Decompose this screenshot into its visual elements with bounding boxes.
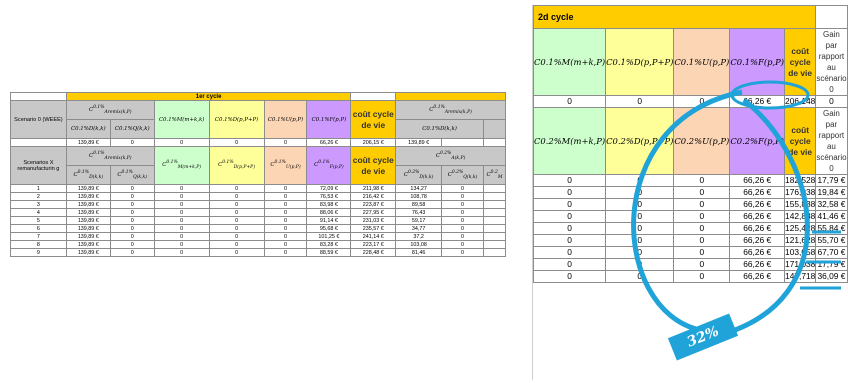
cell-d: 0 xyxy=(209,209,264,217)
cell-f: 72,09 € xyxy=(307,185,351,193)
cell-d: 0 xyxy=(209,193,264,201)
left-spreadsheet xyxy=(10,92,506,304)
cell-c: 0 xyxy=(154,233,209,241)
table-row xyxy=(11,233,506,241)
formula-header-group: $C^{0.1\%}_{Aremix(k,P)}$ xyxy=(66,101,154,120)
cell-1: 0 xyxy=(606,223,674,235)
table-row xyxy=(534,175,848,187)
cell-blank xyxy=(483,233,505,241)
cell-g: 216,42 € xyxy=(351,193,396,201)
cell-f: 95,68 € xyxy=(307,225,351,233)
cell-b: 0 xyxy=(110,185,154,193)
formula-dk-x2: $C^{0.2\%}_{D(k,k)}$ xyxy=(396,166,442,185)
cell-h: 134,27 xyxy=(396,185,442,193)
cell-1: 0 xyxy=(606,247,674,259)
cell-0: 0 xyxy=(534,247,606,259)
cell-4: 176,038 xyxy=(785,187,816,197)
cell-4: 155,838 xyxy=(785,199,816,209)
cell-5: 19,84 € xyxy=(817,187,846,197)
r-gain-header: Gain par rapport au scénario 0 xyxy=(816,30,847,94)
r-formula-d: C0.1%D(p,P+P) xyxy=(606,29,674,96)
cell-c: 0 xyxy=(154,201,209,209)
cell-3: 66,26 € xyxy=(730,259,785,271)
cell-1: 0 xyxy=(606,271,674,283)
r-formula-f2: C0.2%F(p,P) xyxy=(730,108,785,175)
cell-2: 0 xyxy=(674,235,730,247)
cell-blank xyxy=(483,209,505,217)
r-formula-m2: C0.2%M(m+k,P) xyxy=(534,108,606,175)
cell-f: 101,25 € xyxy=(307,233,351,241)
cell-blank xyxy=(483,201,505,209)
r-formula-u: C0.1%U(p,P) xyxy=(674,29,730,96)
cell-e: 0 xyxy=(264,241,307,249)
cell-i: 0 xyxy=(442,201,484,209)
formula-qk-x: $C^{0.1\%}_{Q(k,k)}$ xyxy=(110,166,154,185)
cell-e: 0 xyxy=(264,209,307,217)
cell-3: 66,26 € xyxy=(730,223,785,235)
cell-c: 0 xyxy=(154,217,209,225)
cell-f: 88,06 € xyxy=(307,209,351,217)
cell-2: 0 xyxy=(674,247,730,259)
cell-4: 103,058 xyxy=(785,247,816,257)
cell-3: 66,26 € xyxy=(730,199,785,211)
cell-b: 0 xyxy=(110,201,154,209)
cell-f: 76,53 € xyxy=(307,193,351,201)
cell-e: 0 xyxy=(264,201,307,209)
formula-qk-x2: $C^{0.2\%}_{Q(k,k)}$ xyxy=(442,166,484,185)
cell-n: 7 xyxy=(11,233,67,241)
s0-a: 139,89 € xyxy=(66,139,110,147)
cell-4: 125,428 xyxy=(785,223,816,233)
cell-5: 17,79 € xyxy=(817,259,846,269)
cell-3: 66,26 € xyxy=(730,187,785,199)
cell-h: 89,58 xyxy=(396,201,442,209)
cell-a: 139,89 € xyxy=(66,233,110,241)
left-data-rows xyxy=(11,185,506,257)
r-gain-header-2: Gain par rapport au scénario 0 xyxy=(816,109,847,173)
base-a: 0 xyxy=(534,96,606,108)
r-formula-d2: C0.2%D(p,P+P) xyxy=(606,108,674,175)
formula-header-group-2: $C^{0.1\%}_{Aremix(k,P)}$ xyxy=(396,101,506,120)
cell-f: 83,28 € xyxy=(307,241,351,249)
cell-1: 0 xyxy=(606,259,674,271)
formula-m-x2: $C^{0.2}_M$ xyxy=(483,166,505,185)
formula-qk: C0.1%Q(k,k) xyxy=(110,120,154,139)
corner-cell xyxy=(11,93,67,101)
cell-d: 0 xyxy=(209,233,264,241)
right-data-rows xyxy=(534,175,848,283)
cell-5: 55,70 € xyxy=(817,235,846,245)
formula-d-x: $C^{0.1\%}_{D(p,P+P)}$ xyxy=(209,147,264,185)
cell-g: 241,14 € xyxy=(351,233,396,241)
cell-h: 76,43 xyxy=(396,209,442,217)
cell-1: 0 xyxy=(606,235,674,247)
cell-2: 0 xyxy=(674,199,730,211)
base-c: 0 xyxy=(674,96,730,108)
cell-i: 0 xyxy=(442,249,484,257)
cell-c: 0 xyxy=(154,225,209,233)
cell-h: 108,78 xyxy=(396,193,442,201)
formula-u: C0.1%U(p,P) xyxy=(264,101,307,139)
cell-c: 0 xyxy=(154,185,209,193)
cell-d: 0 xyxy=(209,225,264,233)
base-cost: 206,148 xyxy=(785,96,816,106)
cell-1: 0 xyxy=(606,199,674,211)
formula-header-group-x2: $C^{0.2\%}_{A(k,P)}$ xyxy=(396,147,506,166)
cell-h: 103,08 xyxy=(396,241,442,249)
s0-g: 206,15 € xyxy=(351,139,396,147)
table-row xyxy=(534,187,848,199)
scenarioX-label: Scenarios X remanufacturin g xyxy=(11,147,67,185)
cell-4: 142,888 xyxy=(785,211,816,221)
blank-cell xyxy=(351,93,396,101)
cell-g: 235,57 € xyxy=(351,225,396,233)
second-cycle-table xyxy=(533,5,848,283)
cell-0: 0 xyxy=(534,259,606,271)
cell-blank xyxy=(483,241,505,249)
s0-d: 0 xyxy=(209,139,264,147)
cell-0: 0 xyxy=(534,271,606,283)
cell-g: 228,48 € xyxy=(351,249,396,257)
cell-h: 37,2 xyxy=(396,233,442,241)
cell-0: 0 xyxy=(534,187,606,199)
cell-n: 4 xyxy=(11,209,67,217)
formula-dk-2: C0.1%D(k,k) xyxy=(396,120,484,139)
cell-i: 0 xyxy=(442,225,484,233)
cell-1: 0 xyxy=(606,175,674,187)
cycle1-title: 1er cycle xyxy=(66,93,351,101)
s0-b: 0 xyxy=(110,139,154,147)
cell-blank xyxy=(483,249,505,257)
table-row xyxy=(534,271,848,283)
cell-3: 66,26 € xyxy=(730,211,785,223)
cell-5: 55,84 € xyxy=(817,223,846,233)
cell-blank xyxy=(483,217,505,225)
cell-5: 32,58 € xyxy=(817,199,846,209)
formula-blank xyxy=(483,120,505,139)
cell-b: 0 xyxy=(110,209,154,217)
cell-2: 0 xyxy=(674,175,730,187)
cell-c: 0 xyxy=(154,193,209,201)
scenario0-label: Scenario 0 (WEEE) xyxy=(11,101,67,139)
cell-n: 5 xyxy=(11,217,67,225)
cell-0: 0 xyxy=(534,211,606,223)
s0-e: 0 xyxy=(264,139,307,147)
table-row xyxy=(534,199,848,211)
cell-blank xyxy=(483,185,505,193)
base-gain: 0 xyxy=(816,96,847,108)
cell-e: 0 xyxy=(264,185,307,193)
table-row xyxy=(534,247,848,259)
cell-n: 2 xyxy=(11,193,67,201)
r-formula-f: C0.1%F(p,P) xyxy=(730,29,785,96)
formula-f: C0.1%F(p,P) xyxy=(307,101,351,139)
formula-m: C0.1%M(m+k,k) xyxy=(154,101,209,139)
cell-blank xyxy=(483,193,505,201)
cell-n: 6 xyxy=(11,225,67,233)
s0-h: 139,89 € xyxy=(396,139,442,147)
cell-a: 139,89 € xyxy=(66,201,110,209)
cell-5: 41,46 € xyxy=(817,211,846,221)
cell-g: 227,95 € xyxy=(351,209,396,217)
percentage-badge: 32% xyxy=(668,314,738,361)
cell-h: 34,77 xyxy=(396,225,442,233)
cell-n: 1 xyxy=(11,185,67,193)
cell-h: 59,17 xyxy=(396,217,442,225)
table-row xyxy=(11,217,506,225)
table-row xyxy=(11,185,506,193)
table-row xyxy=(11,201,506,209)
cell-f: 88,59 € xyxy=(307,249,351,257)
cell-a: 139,89 € xyxy=(66,249,110,257)
cell-4: 121,628 xyxy=(785,235,816,245)
formula-header-group-x: $C^{0.1\%}_{Aremix(k,P)}$ xyxy=(66,147,154,166)
cell-i: 0 xyxy=(442,185,484,193)
formula-d: C0.1%D(p,P+P) xyxy=(209,101,264,139)
table-row xyxy=(11,249,506,257)
cell-3: 66,26 € xyxy=(730,247,785,259)
cell-c: 0 xyxy=(154,249,209,257)
cell-d: 0 xyxy=(209,249,264,257)
formula-m-x: $C^{0.1\%}_{M(m+k,P)}$ xyxy=(154,147,209,185)
cell-g: 211,98 € xyxy=(351,185,396,193)
blank-cell xyxy=(11,139,67,147)
cost-header-x: coût cycle de vie xyxy=(351,147,396,185)
cell-a: 139,89 € xyxy=(66,225,110,233)
blank-cell xyxy=(816,6,847,29)
cell-e: 0 xyxy=(264,225,307,233)
cell-a: 139,89 € xyxy=(66,217,110,225)
cell-4: 182,528 xyxy=(785,175,816,185)
cell-c: 0 xyxy=(154,209,209,217)
cell-i: 0 xyxy=(442,233,484,241)
formula-dk: C0.1%D(k,k) xyxy=(66,120,110,139)
cell-h: 81,46 xyxy=(396,249,442,257)
cell-e: 0 xyxy=(264,217,307,225)
cell-b: 0 xyxy=(110,233,154,241)
table-row xyxy=(11,225,506,233)
table-row xyxy=(534,211,848,223)
cell-1: 0 xyxy=(606,187,674,199)
cell-n: 9 xyxy=(11,249,67,257)
r-formula-u2: C0.2%U(p,P) xyxy=(674,108,730,175)
base-d: 66,26 € xyxy=(730,96,785,108)
cell-d: 0 xyxy=(209,241,264,249)
cell-i: 0 xyxy=(442,209,484,217)
cell-5: 67,70 € xyxy=(817,247,846,257)
r-cost-header: coût cycle de vie xyxy=(785,29,816,96)
cell-a: 139,89 € xyxy=(66,241,110,249)
cell-g: 223,87 € xyxy=(351,201,396,209)
cell-b: 0 xyxy=(110,241,154,249)
cell-d: 0 xyxy=(209,201,264,209)
cell-g: 223,17 € xyxy=(351,241,396,249)
cell-blank xyxy=(483,225,505,233)
table-row xyxy=(534,223,848,235)
cell-2: 0 xyxy=(674,271,730,283)
cell-4: 171,038 xyxy=(785,259,816,269)
cell-0: 0 xyxy=(534,199,606,211)
cell-5: 17,79 € xyxy=(817,175,846,185)
cell-0: 0 xyxy=(534,235,606,247)
cell-n: 3 xyxy=(11,201,67,209)
cell-3: 66,26 € xyxy=(730,271,785,283)
cell-2: 0 xyxy=(674,211,730,223)
cost-header: coût cycle de vie xyxy=(351,101,396,139)
r-formula-m: C0.1%M(m+k,P) xyxy=(534,29,606,96)
cycle2-title: 2d cycle xyxy=(534,6,816,29)
s0-c: 0 xyxy=(154,139,209,147)
cell-d: 0 xyxy=(209,217,264,225)
cycle2-title-strip xyxy=(396,93,506,101)
cell-g: 231,03 € xyxy=(351,217,396,225)
cell-n: 8 xyxy=(11,241,67,249)
cell-3: 66,26 € xyxy=(730,235,785,247)
formula-u-x: $C^{0.1\%}_{U(p,P)}$ xyxy=(264,147,307,185)
cell-4: 147,718 xyxy=(785,271,816,281)
cell-a: 139,89 € xyxy=(66,193,110,201)
cell-a: 139,89 € xyxy=(66,185,110,193)
table-row xyxy=(11,241,506,249)
cell-e: 0 xyxy=(264,193,307,201)
cell-i: 0 xyxy=(442,193,484,201)
table-row xyxy=(534,259,848,271)
formula-f-x: $C^{0.1\%}_{F(p,P)}$ xyxy=(307,147,351,185)
table-row xyxy=(11,193,506,201)
cell-i: 0 xyxy=(442,217,484,225)
cell-5: 36,09 € xyxy=(817,271,846,281)
cell-e: 0 xyxy=(264,233,307,241)
cell-b: 0 xyxy=(110,217,154,225)
base-b: 0 xyxy=(606,96,674,108)
s0-i xyxy=(442,139,484,147)
cell-b: 0 xyxy=(110,193,154,201)
r-cost-header-2: coût cycle de vie xyxy=(785,108,816,175)
table-row xyxy=(534,235,848,247)
cell-e: 0 xyxy=(264,249,307,257)
cell-b: 0 xyxy=(110,225,154,233)
cell-f: 83,98 € xyxy=(307,201,351,209)
cell-2: 0 xyxy=(674,187,730,199)
cell-3: 66,26 € xyxy=(730,175,785,187)
cell-f: 91,14 € xyxy=(307,217,351,225)
cell-2: 0 xyxy=(674,223,730,235)
cell-2: 0 xyxy=(674,259,730,271)
cell-b: 0 xyxy=(110,249,154,257)
formula-dk-x: $C^{0.1\%}_{D(k,k)}$ xyxy=(66,166,110,185)
first-cycle-table xyxy=(10,92,506,257)
cell-i: 0 xyxy=(442,241,484,249)
cell-d: 0 xyxy=(209,185,264,193)
cell-0: 0 xyxy=(534,223,606,235)
table-row xyxy=(11,209,506,217)
s0-f: 66,26 € xyxy=(307,139,351,147)
cell-0: 0 xyxy=(534,175,606,187)
cell-1: 0 xyxy=(606,211,674,223)
cell-a: 139,89 € xyxy=(66,209,110,217)
right-spreadsheet xyxy=(532,5,847,380)
s0-j xyxy=(483,139,505,147)
cell-c: 0 xyxy=(154,241,209,249)
